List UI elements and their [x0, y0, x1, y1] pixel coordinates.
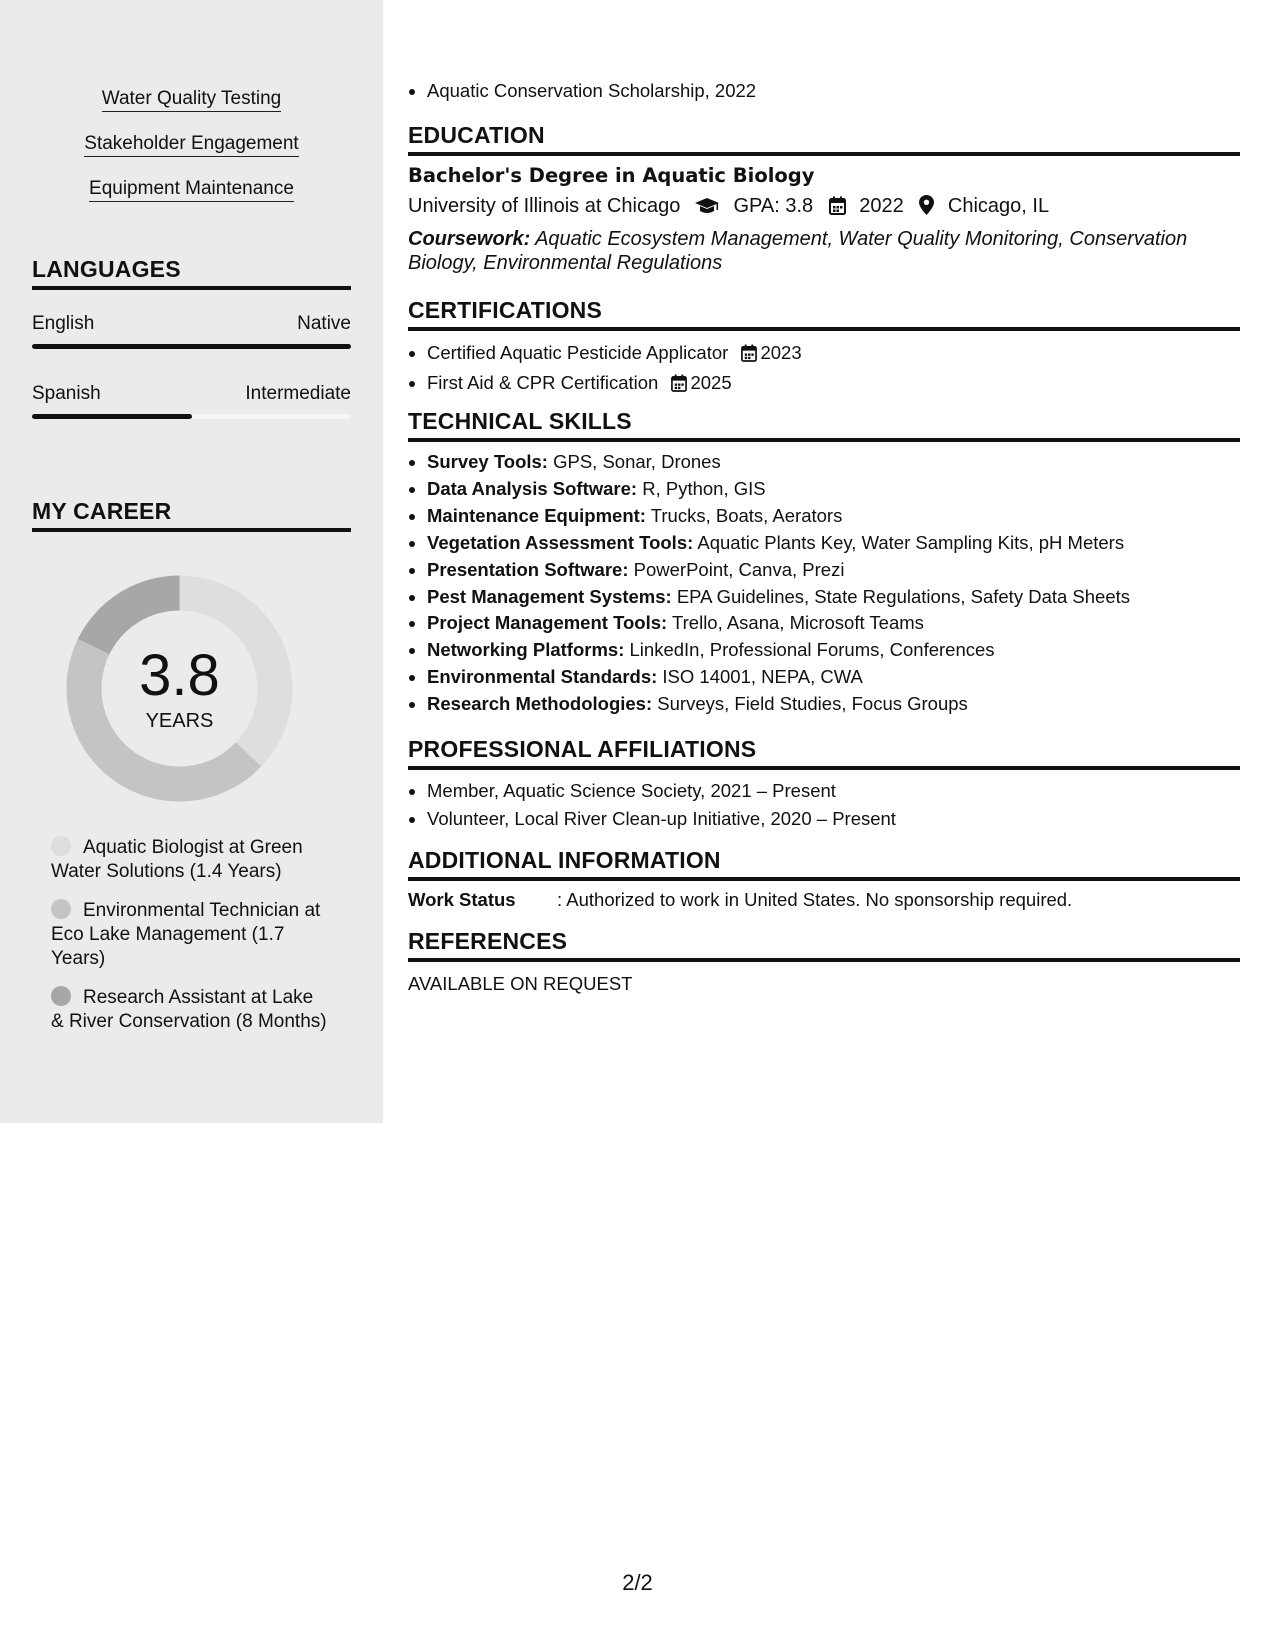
page-number: 2/2: [622, 1570, 653, 1595]
coursework-label: Coursework:: [408, 228, 531, 250]
affiliation-item: • Member, Aquatic Science Society, 2021 – Present: [427, 777, 1240, 805]
degree-title: Bachelor's Degree in Aquatic Biology: [408, 164, 815, 187]
technical-skill-item: • Pest Management Systems: EPA Guidelines, State Regulations, Safety Data Sheets: [427, 584, 1240, 611]
language-bar-spanish: [32, 414, 351, 419]
career-donut-chart: [66, 575, 293, 802]
awards-list: [408, 80, 1240, 102]
sidebar: [0, 0, 383, 1123]
calendar-icon: [671, 372, 687, 399]
career-legend-item: Environmental Technician at Eco Lake Management (1.7 Years): [51, 900, 321, 969]
technical-skill-item: • Survey Tools: GPS, Sonar, Drones: [427, 449, 1240, 476]
school-name: University of Illinois at Chicago: [408, 195, 681, 217]
school-location: Chicago, IL: [947, 195, 1050, 217]
skill-tag: Stakeholder Engagement: [0, 133, 383, 155]
award-item: • Aquatic Conservation Scholarship, 2022: [427, 80, 1240, 102]
technical-skill-item: • Environmental Standards: ISO 14001, NEPA, CWA: [427, 664, 1240, 691]
technical-skill-item: • Maintenance Equipment: Trucks, Boats, Aerators: [427, 503, 1240, 530]
technical-skill-item: • Vegetation Assessment Tools: Aquatic Plants Key, Water Sampling Kits, pH Meters: [427, 530, 1240, 557]
certification-item: • First Aid & CPR Certification 2025: [427, 369, 1240, 399]
coursework: [408, 227, 1240, 275]
work-status-row: [408, 889, 1240, 911]
coursework-text: Aquatic Ecosystem Management, Water Quality Monitoring, Conservation Biology, Environmental Regulations: [408, 228, 1188, 274]
career-heading: MY CAREER: [32, 498, 351, 532]
affiliations-list: [408, 777, 1240, 833]
language-row-english: [32, 313, 351, 335]
language-level: Intermediate: [245, 383, 351, 404]
technical-skill-item: • Networking Platforms: LinkedIn, Professional Forums, Conferences: [427, 637, 1240, 664]
graduation-cap-icon: [694, 197, 720, 221]
calendar-icon: [829, 196, 846, 221]
work-status-value: : Authorized to work in United States. No sponsorship required.: [557, 889, 1073, 910]
education-heading: EDUCATION: [408, 122, 1240, 156]
education-details: [408, 195, 1240, 221]
references-heading: REFERENCES: [408, 928, 1240, 962]
certification-item: • Certified Aquatic Pesticide Applicator 2023: [427, 339, 1240, 369]
certifications-heading: CERTIFICATIONS: [408, 297, 1240, 331]
technical-skill-item: • Presentation Software: PowerPoint, Canva, Prezi: [427, 557, 1240, 584]
language-bar-english: [32, 344, 351, 349]
language-name: Spanish: [32, 383, 101, 404]
certifications-list: [408, 339, 1240, 399]
technical-skill-item: • Data Analysis Software: R, Python, GIS: [427, 476, 1240, 503]
career-legend-item: Research Assistant at Lake & River Conservation (8 Months): [51, 987, 327, 1032]
legend-dot-icon: [51, 986, 71, 1006]
career-total-unit: YEARS: [145, 710, 214, 732]
skill-tag: Equipment Maintenance: [0, 178, 383, 200]
graduation-year: 2022: [859, 195, 904, 217]
technical-skill-item: • Project Management Tools: Trello, Asana, Microsoft Teams: [427, 610, 1240, 637]
technical-skills-list: [408, 449, 1240, 718]
gpa: GPA: 3.8: [733, 195, 814, 217]
map-pin-icon: [919, 195, 934, 221]
language-name: English: [32, 313, 95, 334]
calendar-icon: [741, 342, 757, 369]
career-total-value: 3.8: [139, 643, 220, 708]
language-level: Native: [297, 313, 351, 334]
career-legend-item: Aquatic Biologist at Green Water Solutions (1.4 Years): [51, 837, 303, 882]
references-text: AVAILABLE ON REQUEST: [408, 973, 633, 994]
affiliation-item: • Volunteer, Local River Clean-up Initiative, 2020 – Present: [427, 805, 1240, 833]
technical-skill-item: • Research Methodologies: Surveys, Field Studies, Focus Groups: [427, 691, 1240, 718]
legend-dot-icon: [51, 899, 71, 919]
affiliations-heading: PROFESSIONAL AFFILIATIONS: [408, 736, 1240, 770]
work-status-label: Work Status: [408, 889, 516, 910]
language-bar-fill: [32, 414, 192, 419]
technical-skills-heading: TECHNICAL SKILLS: [408, 408, 1240, 442]
skill-tag: Water Quality Testing: [0, 88, 383, 110]
language-row-spanish: [32, 383, 351, 405]
additional-info-heading: ADDITIONAL INFORMATION: [408, 847, 1240, 881]
language-bar-fill: [32, 344, 351, 349]
legend-dot-icon: [51, 836, 71, 856]
languages-heading: LANGUAGES: [32, 256, 351, 290]
